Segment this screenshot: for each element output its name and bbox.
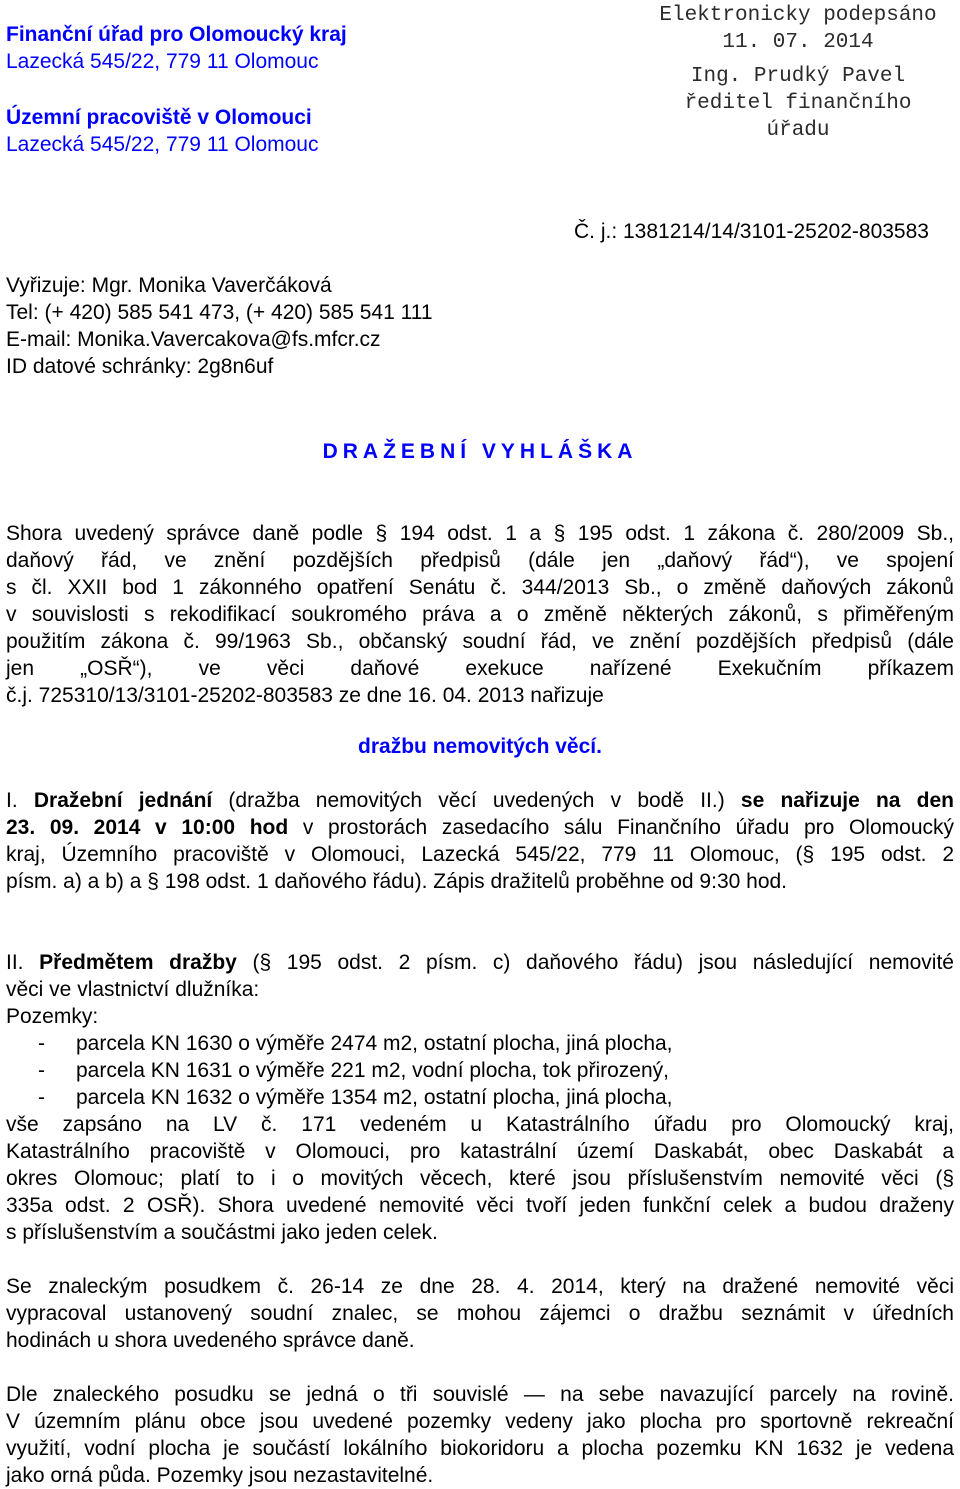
signature-role-2: úřadu bbox=[766, 119, 830, 142]
section-2-line: Pozemky: bbox=[6, 1005, 99, 1028]
order-heading: dražbu nemovitých věcí. bbox=[358, 735, 602, 758]
description-line: jako orná půda. Pozemky jsou nezastavitelné. bbox=[6, 1464, 434, 1487]
section-1-number: I. bbox=[6, 789, 18, 812]
section-2-continuation bbox=[6, 1111, 954, 1246]
list-item bbox=[6, 1057, 954, 1084]
parcel-1632: parcela KN 1632 o výměře 1354 m2, ostatní plocha, jiná plocha, bbox=[76, 1086, 673, 1109]
section-1-place: v prostorách zasedacího sálu Finančního úřadu pro Olomoucký bbox=[288, 816, 954, 839]
list-dash: - bbox=[38, 1086, 45, 1109]
section-2-text: (§ 195 odst. 2 písm. c) daňového řádu) jsou následující nemovité bbox=[236, 951, 954, 974]
contact-email: E-mail: Monika.Vavercakova@fs.mfcr.cz bbox=[6, 328, 381, 351]
list-dash: - bbox=[38, 1059, 45, 1082]
intro-line: daňový řád, ve znění pozdějších předpisů (dále jen „daňový řád“), ve spojení bbox=[6, 549, 954, 572]
section-2-line bbox=[6, 949, 954, 976]
contact-handler: Vyřizuje: Mgr. Monika Vaverčáková bbox=[6, 274, 332, 297]
expert-line: hodinách u shora uvedeného správce daně. bbox=[6, 1329, 415, 1352]
section-2-line: věci ve vlastnictví dlužníka: bbox=[6, 978, 260, 1001]
section-1-heading: Dražební jednání bbox=[33, 789, 213, 812]
section-1-line: kraj, Územního pracoviště v Olomouci, Lazecká 545/22, 779 11 Olomouc, (§ 195 odst. 2 bbox=[6, 843, 954, 866]
intro-line: Shora uvedený správce daně podle § 194 odst. 1 a § 195 odst. 1 zákona č. 280/2009 Sb., bbox=[6, 522, 954, 545]
section-1-date-intro: se nařizuje na den bbox=[740, 789, 954, 812]
section-2-number: II. bbox=[6, 951, 24, 974]
intro-line: v souvislosti s rekodifikací soukromého práva a o změně některých zákonů, s přiměřeným bbox=[6, 603, 954, 626]
signature-date: 11. 07. 2014 bbox=[722, 31, 874, 54]
reference-number: Č. j.: 1381214/14/3101-25202-803583 bbox=[574, 220, 929, 243]
signature-line-1: Elektronicky podepsáno bbox=[659, 4, 937, 27]
intro-paragraph bbox=[6, 520, 954, 709]
section-2-line: Katastrálního pracoviště v Olomouci, pro katastrální území Daskabát, obec Daskabát a bbox=[6, 1140, 954, 1163]
section-1-text: (dražba nemovitých věcí uvedených v bodě II.) bbox=[212, 789, 741, 812]
intro-line: s čl. XXII bod 1 zákonného opatření Senátu č. 344/2013 Sb., o změně daňových zákonů bbox=[6, 576, 954, 599]
contact-phone: Tel: (+ 420) 585 541 473, (+ 420) 585 541 111 bbox=[6, 301, 433, 324]
description-line: V územním plánu obce jsou uvedené pozemky vedeny jako plocha pro sportovně rekreační bbox=[6, 1410, 954, 1433]
section-2-line: 335a odst. 2 OSŘ). Shora uvedené nemovité věci tvoří jeden funkční celek a budou draženy bbox=[6, 1194, 954, 1217]
document-title: DRAŽEBNÍ VYHLÁŠKA bbox=[322, 440, 638, 463]
section-2-line: vše zapsáno na LV č. 171 vedeném u Katastrálního úřadu pro Olomoucký kraj, bbox=[6, 1113, 954, 1136]
section-1 bbox=[6, 787, 954, 895]
section-1-datetime: 23. 09. 2014 v 10:00 hod bbox=[6, 816, 289, 839]
list-dash: - bbox=[38, 1032, 45, 1055]
section-1-line: písm. a) a b) a § 198 odst. 1 daňového řádu). Zápis dražitelů proběhne od 9:30 hod. bbox=[6, 870, 788, 893]
contact-databox: ID datové schránky: 2g8n6uf bbox=[6, 355, 274, 378]
list-item bbox=[6, 1030, 954, 1057]
section-2-line: okres Olomouc; platí to i o movitých věcech, které jsou příslušenstvím nemovité věci (§ bbox=[6, 1167, 954, 1190]
parcel-1630: parcela KN 1630 o výměře 2474 m2, ostatní plocha, jiná plocha, bbox=[76, 1032, 673, 1055]
intro-line: jen „OSŘ“), ve věci daňové exekuce nařízené Exekučním příkazem bbox=[6, 657, 954, 680]
office-name: Finanční úřad pro Olomoucký kraj bbox=[6, 23, 347, 46]
branch-address: Lazecká 545/22, 779 11 Olomouc bbox=[6, 133, 319, 156]
section-2 bbox=[6, 949, 954, 1030]
parcel-list bbox=[6, 1030, 954, 1111]
section-2-heading: Předmětem dražby bbox=[39, 951, 237, 974]
parcel-1631: parcela KN 1631 o výměře 221 m2, vodní plocha, tok přirozený, bbox=[76, 1059, 669, 1082]
list-item bbox=[6, 1084, 954, 1111]
intro-line: použitím zákona č. 99/1963 Sb., občanský soudní řád, ve znění pozdějších předpisů (dále bbox=[6, 630, 954, 653]
signature-role: ředitel finančního bbox=[684, 92, 912, 115]
intro-line: č.j. 725310/13/3101-25202-803583 ze dne 16. 04. 2013 nařizuje bbox=[6, 684, 604, 707]
office-address: Lazecká 545/22, 779 11 Olomouc bbox=[6, 50, 319, 73]
branch-name: Územní pracoviště v Olomouci bbox=[6, 106, 312, 129]
expert-line: Se znaleckým posudkem č. 26-14 ze dne 28. 4. 2014, který na dražené nemovité věci bbox=[6, 1275, 954, 1298]
section-1-line bbox=[6, 814, 954, 841]
description-line: využití, vodní plocha je součástí lokálního biokoridoru a plocha pozemku KN 1632 je vedena bbox=[6, 1437, 954, 1460]
expert-line: vypracoval ustanovený soudní znalec, se mohou zájemci o dražbu seznámit v úředních bbox=[6, 1302, 954, 1325]
description-paragraph bbox=[6, 1381, 954, 1489]
section-1-line bbox=[6, 787, 954, 814]
signature-name: Ing. Prudký Pavel bbox=[690, 65, 906, 88]
expert-paragraph bbox=[6, 1273, 954, 1354]
description-line: Dle znaleckého posudku se jedná o tři souvislé — na sebe navazující parcely na rovině. bbox=[6, 1383, 954, 1406]
section-2-line: s příslušenstvím a součástmi jako jeden celek. bbox=[6, 1221, 438, 1244]
